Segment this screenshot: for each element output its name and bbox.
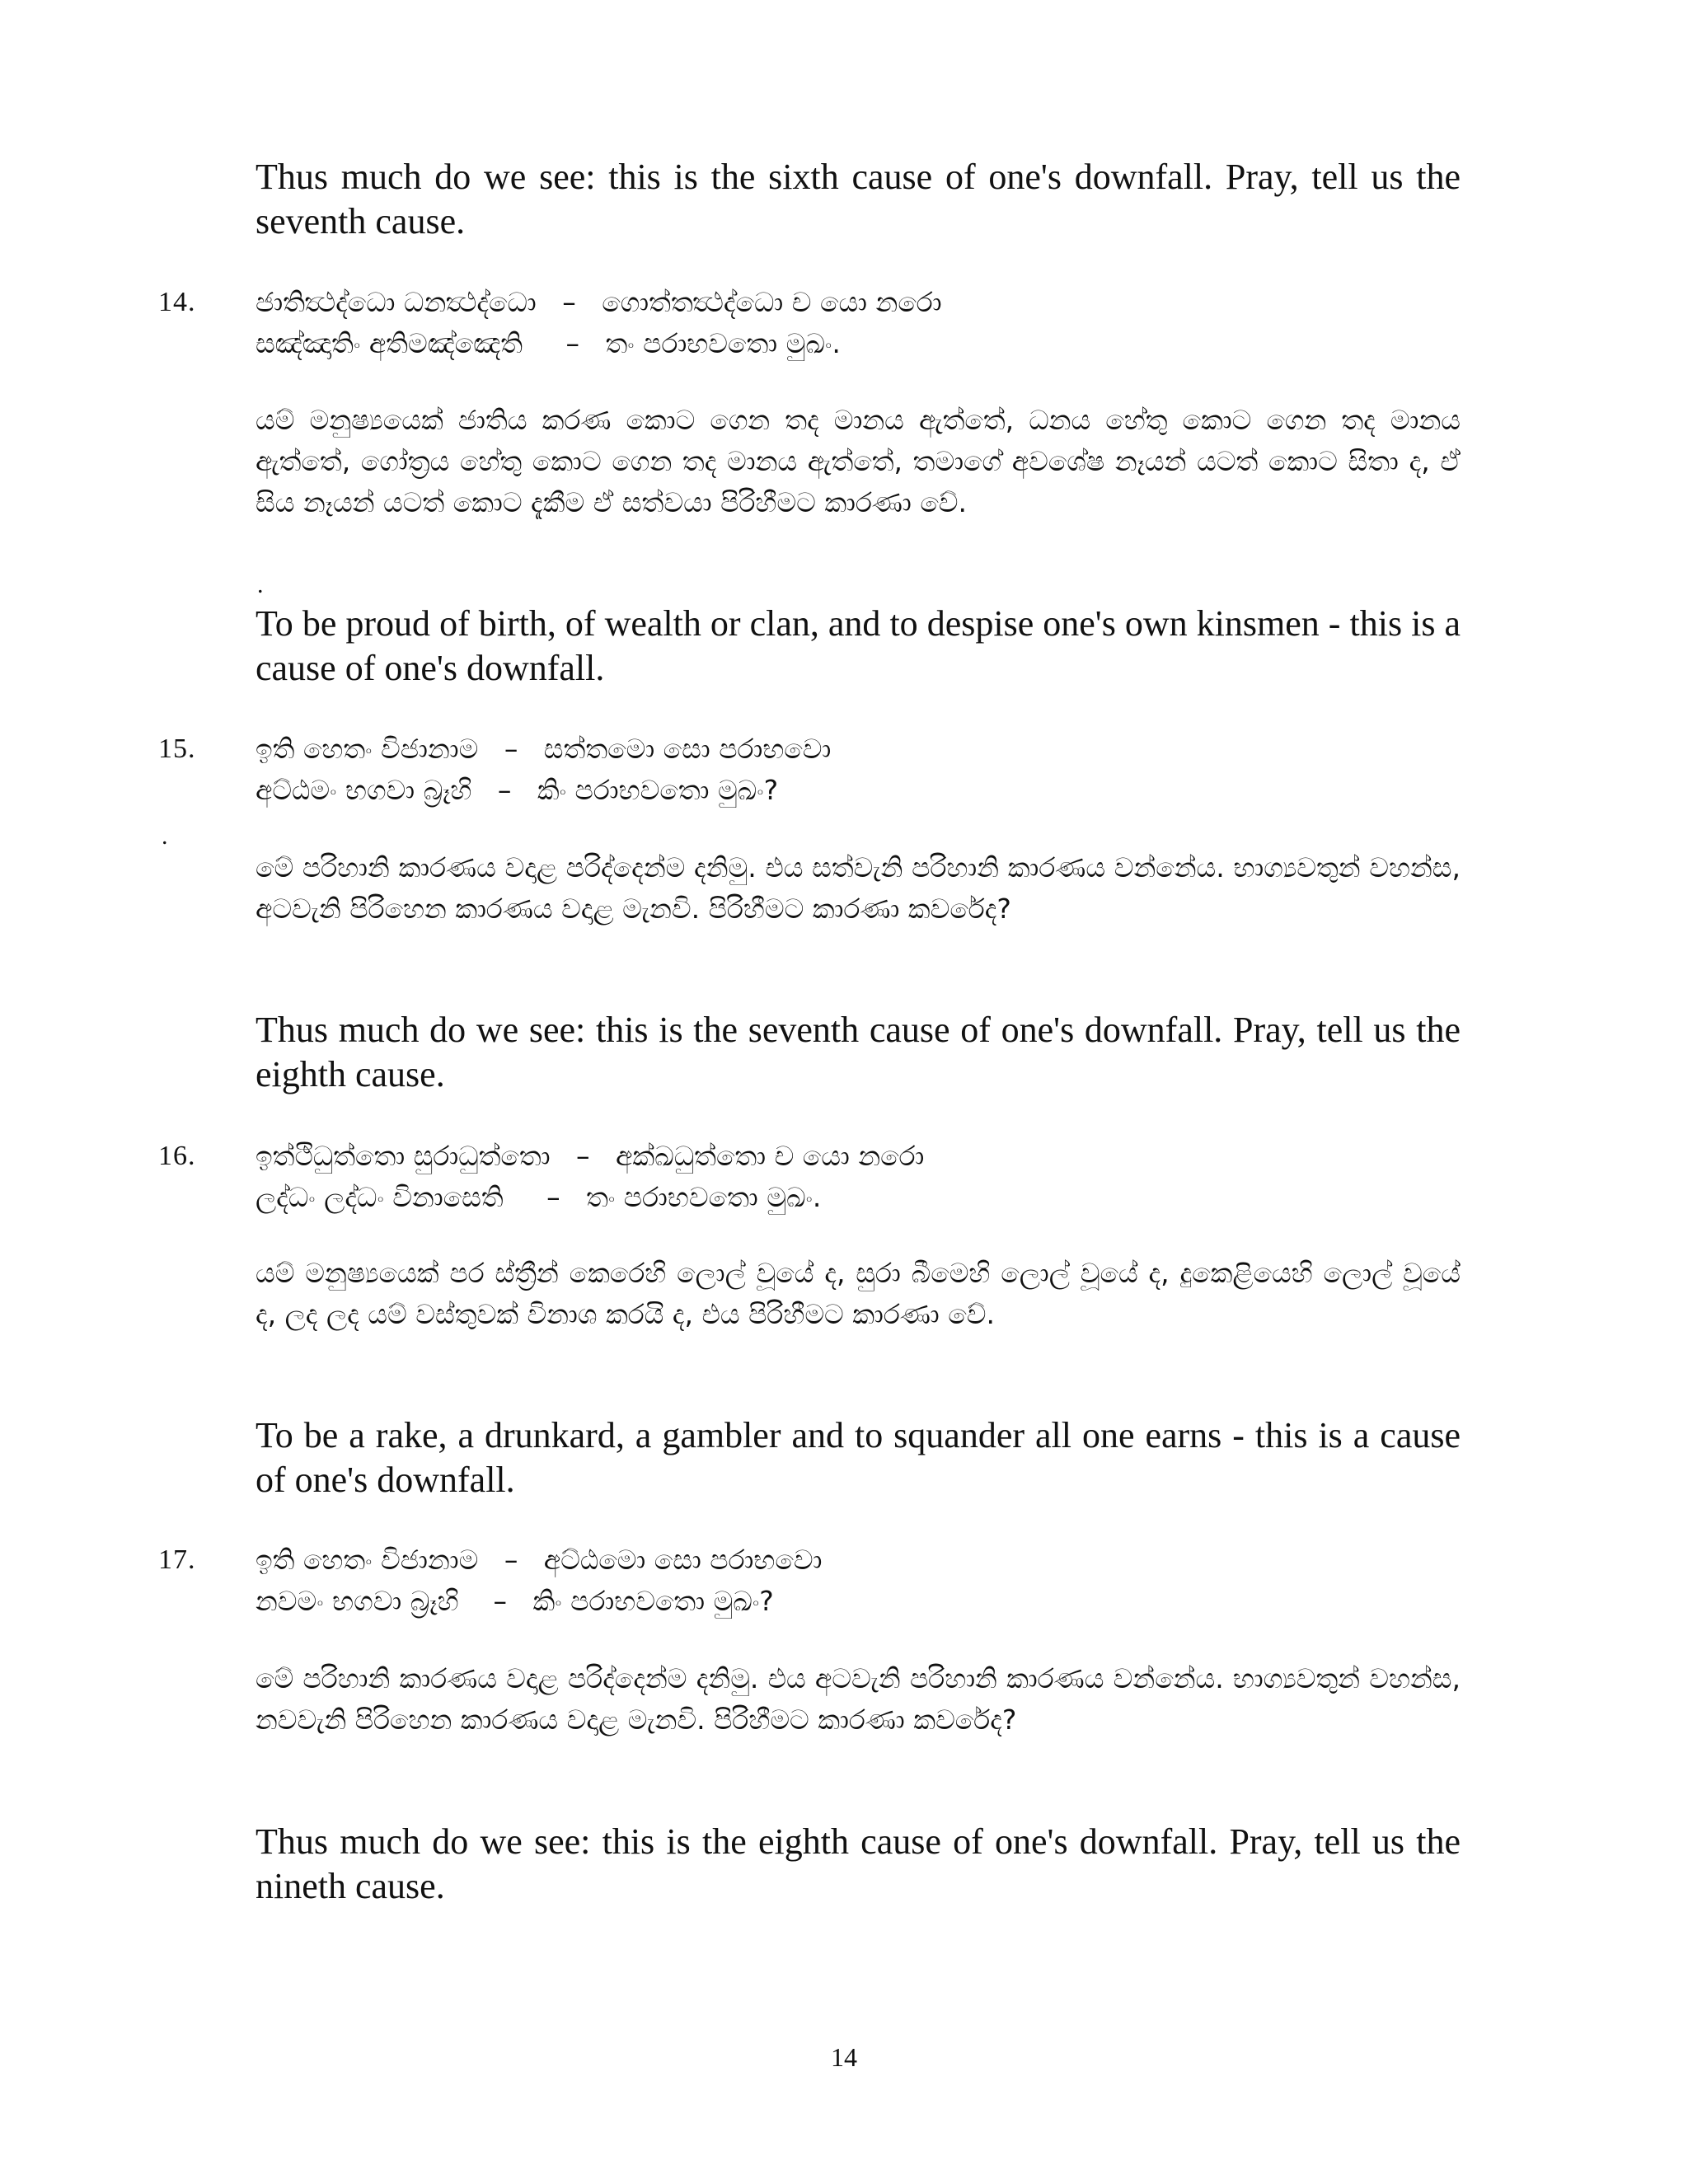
stray-dot-14: . [257, 571, 264, 598]
verse-number-14: 14. [158, 287, 196, 317]
stray-dot-15: . [162, 823, 168, 850]
english-paragraph-17: Thus much do we see: this is the eighth cause of one's downfall. Pray, tell us the nineth cause. [256, 1821, 1461, 1906]
pali-line-14-1: ජාතිත්‍ථද්ධො ධනත්‍ථද්ධො – ගොත්තත්‍ථද්ධො ච යො නරො [256, 286, 942, 318]
verse-number-16: 16. [158, 1141, 196, 1171]
pali-line-15-1: ඉති හෙතං විජානාම – සත්තමො සො පරාභවො [256, 733, 832, 765]
pali-line-14-2: සඤ්ඤාතිං අතිමඤ්ඤෙති – තං පරාභවතො මුඛං. [256, 327, 841, 359]
english-paragraph-15: Thus much do we see: this is the seventh cause of one's downfall. Pray, tell us the eighth cause. [256, 1010, 1461, 1094]
pali-line-17-2: නවමං භගවා බ්‍රෑහි – කිං පරාභවතො මුඛං? [256, 1585, 774, 1617]
pali-line-15-2: අට්ඨමං භගවා බ්‍රෑහි – කිං පරාභවතො මුඛං? [256, 774, 779, 806]
verse-number-17: 17. [158, 1544, 196, 1575]
pali-line-17-1: ඉති හෙතං විජානාම – අට්ඨමො සො පරාභවො [256, 1544, 823, 1576]
english-paragraph-6: Thus much do we see: this is the sixth cause of one's downfall. Pray, tell us the seventh cause. [256, 157, 1461, 241]
english-paragraph-16: To be a rake, a drunkard, a gambler and to squander all one earns - this is a cause of one's downfall. [256, 1415, 1461, 1500]
page-number: 14 [831, 2042, 857, 2072]
pali-line-16-2: ලද්ධං ලද්ධං විනාසෙති – තං පරාභවතො මුඛං. [256, 1181, 822, 1213]
sinhala-paragraph-14: යම් මනුෂ්‍යයෙක් ජාතිය කරණ කොට ගෙන තද මානය ඇත්තේ, ධනය හේතු කොට ගෙන තද මානය ඇත්තේ, ගෝත්‍රය හේතු කොට ගෙන තද මානය ඇත්තේ, තමාගේ අවශේෂ නෑයන් යටත් කොට සිතා ද, ඒ සිය නෑයන් යටත් කොට දැකීම ඒ සත්වයා පිරිහීමට කාරණා වේ. [256, 404, 1461, 518]
english-paragraph-14: To be proud of birth, of wealth or clan, and to despise one's own kinsmen - this is a cause of one's downfall. [256, 603, 1461, 688]
sinhala-paragraph-15: මේ පරිහානි කාරණය වදාළ පරිද්දෙන්ම දනිමු. එය සත්වැනි පරිහානි කාරණය වන්නේය. භාග්‍යවතුන් වහන්ස, අටවැනි පිරිහෙන කාරණය වදාළ මැනවි. පිරිහීමට කාරණා කවරේද? [256, 851, 1461, 925]
verse-number-15: 15. [158, 733, 196, 764]
sinhala-paragraph-17: මේ පරිහානි කාරණය වදාළ පරිද්දෙන්ම දනිමු. එය අටවැනි පරිහානි කාරණය වන්නේය. භාග්‍යවතුන් වහන්ස, නවවැනි පිරිහෙන කාරණය වදාළ මැනවි. පිරිහීමට කාරණා කවරේද? [256, 1662, 1461, 1736]
sinhala-paragraph-16: යම් මනුෂ්‍යයෙක් පර ස්ත්‍රීන් කෙරෙහි ලොල් වූයේ ද, සුරා බීමෙහි ලොල් වූයේ ද, දුකෙළියෙහි ලොල් වූයේ ද, ලද ලද යම් වස්තුවක් විනාශ කරයි ද, එය පිරිහීමට කාරණා වේ. [256, 1257, 1461, 1330]
pali-line-16-1: ඉත්ථිධුත්තො සුරාධුත්තො – අක්ඛධුත්තො ච යො නරො [256, 1140, 925, 1172]
